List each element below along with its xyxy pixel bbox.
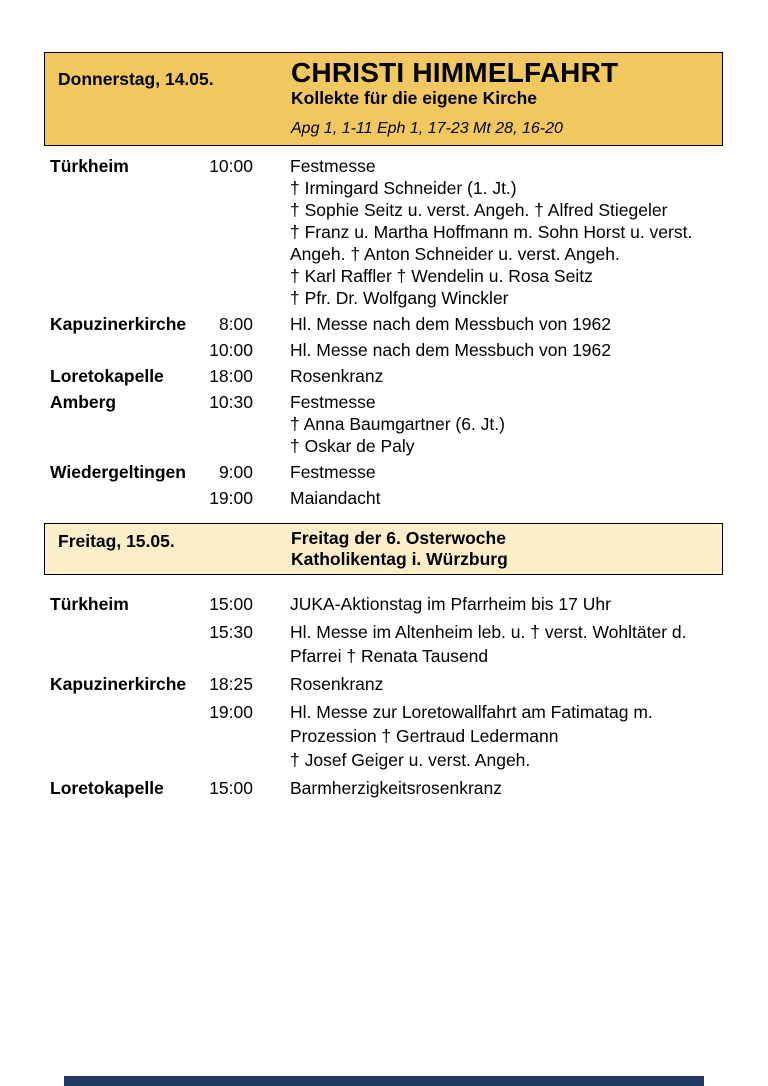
entry-location: Wiedergeltingen <box>50 462 186 482</box>
description-line: † Pfr. Dr. Wolfgang Winckler <box>290 288 509 308</box>
entry-description <box>253 592 723 616</box>
description-line: Hl. Messe nach dem Messbuch von 1962 <box>290 314 611 334</box>
description-line: Barmherzigkeitsrosenkranz <box>290 778 503 798</box>
entry-location: Türkheim <box>50 156 129 176</box>
schedule-entry <box>44 313 723 335</box>
entry-description <box>253 672 723 696</box>
day-header-text <box>291 528 722 570</box>
day-title-line: Freitag der 6. Osterwoche <box>291 528 506 548</box>
entry-location <box>44 487 195 509</box>
description-line: Festmesse <box>290 392 376 412</box>
entry-time: 15:00 <box>209 778 253 798</box>
description-line: † Josef Geiger u. verst. Angeh. <box>290 750 531 770</box>
schedule-entry <box>44 365 723 387</box>
description-line: Angeh. † Anton Schneider u. verst. Angeh. <box>290 244 620 264</box>
entry-location: Amberg <box>50 392 117 412</box>
entry-time: 15:00 <box>209 594 253 614</box>
description-line: Rosenkranz <box>290 674 384 694</box>
entry-time: 8:00 <box>218 314 253 334</box>
day-date: Freitag, 15.05. <box>58 531 175 551</box>
entry-time: 10:30 <box>209 392 253 412</box>
day-date: Donnerstag, 14.05. <box>58 69 214 89</box>
entry-time: 19:00 <box>209 488 253 508</box>
feast-title: CHRISTI HIMMELFAHRT <box>291 57 619 88</box>
day-title-line: Katholikentag i. Würzburg <box>291 549 508 569</box>
schedule-entry <box>44 620 723 668</box>
collection-note: Kollekte für die eigene Kirche <box>291 88 538 108</box>
schedule-section-donnerstag <box>44 52 723 509</box>
description-line: Festmesse <box>290 462 376 482</box>
entry-description <box>253 700 723 772</box>
entry-description <box>253 313 723 335</box>
schedule-page <box>44 52 723 814</box>
entry-time: 10:00 <box>209 156 253 176</box>
entry-time: 19:00 <box>209 702 253 722</box>
day-header-text <box>291 58 722 140</box>
schedule-entry <box>44 487 723 509</box>
description-line: † Oskar de Paly <box>290 436 415 456</box>
entry-time: 18:25 <box>209 674 253 694</box>
description-line: † Anna Baumgartner (6. Jt.) <box>290 414 505 434</box>
description-line: Prozession † Gertraud Ledermann <box>290 726 559 746</box>
description-line: † Franz u. Martha Hoffmann m. Sohn Horst u. verst. <box>290 222 693 242</box>
schedule-entry <box>44 461 723 483</box>
entry-location <box>44 700 195 772</box>
schedule-entry <box>44 592 723 616</box>
entry-description <box>253 155 723 309</box>
schedule-entry <box>44 672 723 696</box>
entry-description <box>253 391 723 457</box>
entry-description <box>253 461 723 483</box>
entry-time: 9:00 <box>218 462 253 482</box>
entry-location: Kapuzinerkirche <box>50 674 187 694</box>
entry-list <box>44 155 723 509</box>
entry-description <box>253 776 723 800</box>
entry-description <box>253 620 723 668</box>
description-line: Hl. Messe im Altenheim leb. u. † verst. Wohltäter d. <box>290 622 687 642</box>
entry-description <box>253 339 723 361</box>
footer-bar <box>64 1076 704 1086</box>
description-line: † Karl Raffler † Wendelin u. Rosa Seitz <box>290 266 593 286</box>
description-line: † Irmingard Schneider (1. Jt.) <box>290 178 517 198</box>
scripture-references: Apg 1, 1-11 Eph 1, 17-23 Mt 28, 16-20 <box>291 120 563 137</box>
entry-location: Türkheim <box>50 594 129 614</box>
entry-location: Loretokapelle <box>50 778 164 798</box>
entry-location <box>44 339 195 361</box>
schedule-entry <box>44 776 723 800</box>
entry-location: Loretokapelle <box>50 366 164 386</box>
entry-list <box>44 592 723 800</box>
schedule-entry <box>44 700 723 772</box>
entry-time: 18:00 <box>209 366 253 386</box>
description-line: Rosenkranz <box>290 366 384 386</box>
description-line: Hl. Messe nach dem Messbuch von 1962 <box>290 340 611 360</box>
entry-description <box>253 487 723 509</box>
schedule-entry <box>44 339 723 361</box>
day-header-donnerstag <box>44 52 723 146</box>
entry-time: 15:30 <box>209 622 253 642</box>
description-line: Maiandacht <box>290 488 381 508</box>
description-line: † Sophie Seitz u. verst. Angeh. † Alfred Stiegeler <box>290 200 668 220</box>
day-header-freitag <box>44 523 723 575</box>
description-line: Hl. Messe zur Loretowallfahrt am Fatimatag m. <box>290 702 653 722</box>
entry-location: Kapuzinerkirche <box>50 314 187 334</box>
entry-description <box>253 365 723 387</box>
schedule-entry <box>44 155 723 309</box>
description-line: Pfarrei † Renata Tausend <box>290 646 489 666</box>
description-line: JUKA-Aktionstag im Pfarrheim bis 17 Uhr <box>290 594 611 614</box>
entry-location <box>44 620 195 668</box>
schedule-entry <box>44 391 723 457</box>
entry-time: 10:00 <box>209 340 253 360</box>
schedule-section-freitag <box>44 523 723 800</box>
description-line: Festmesse <box>290 156 376 176</box>
